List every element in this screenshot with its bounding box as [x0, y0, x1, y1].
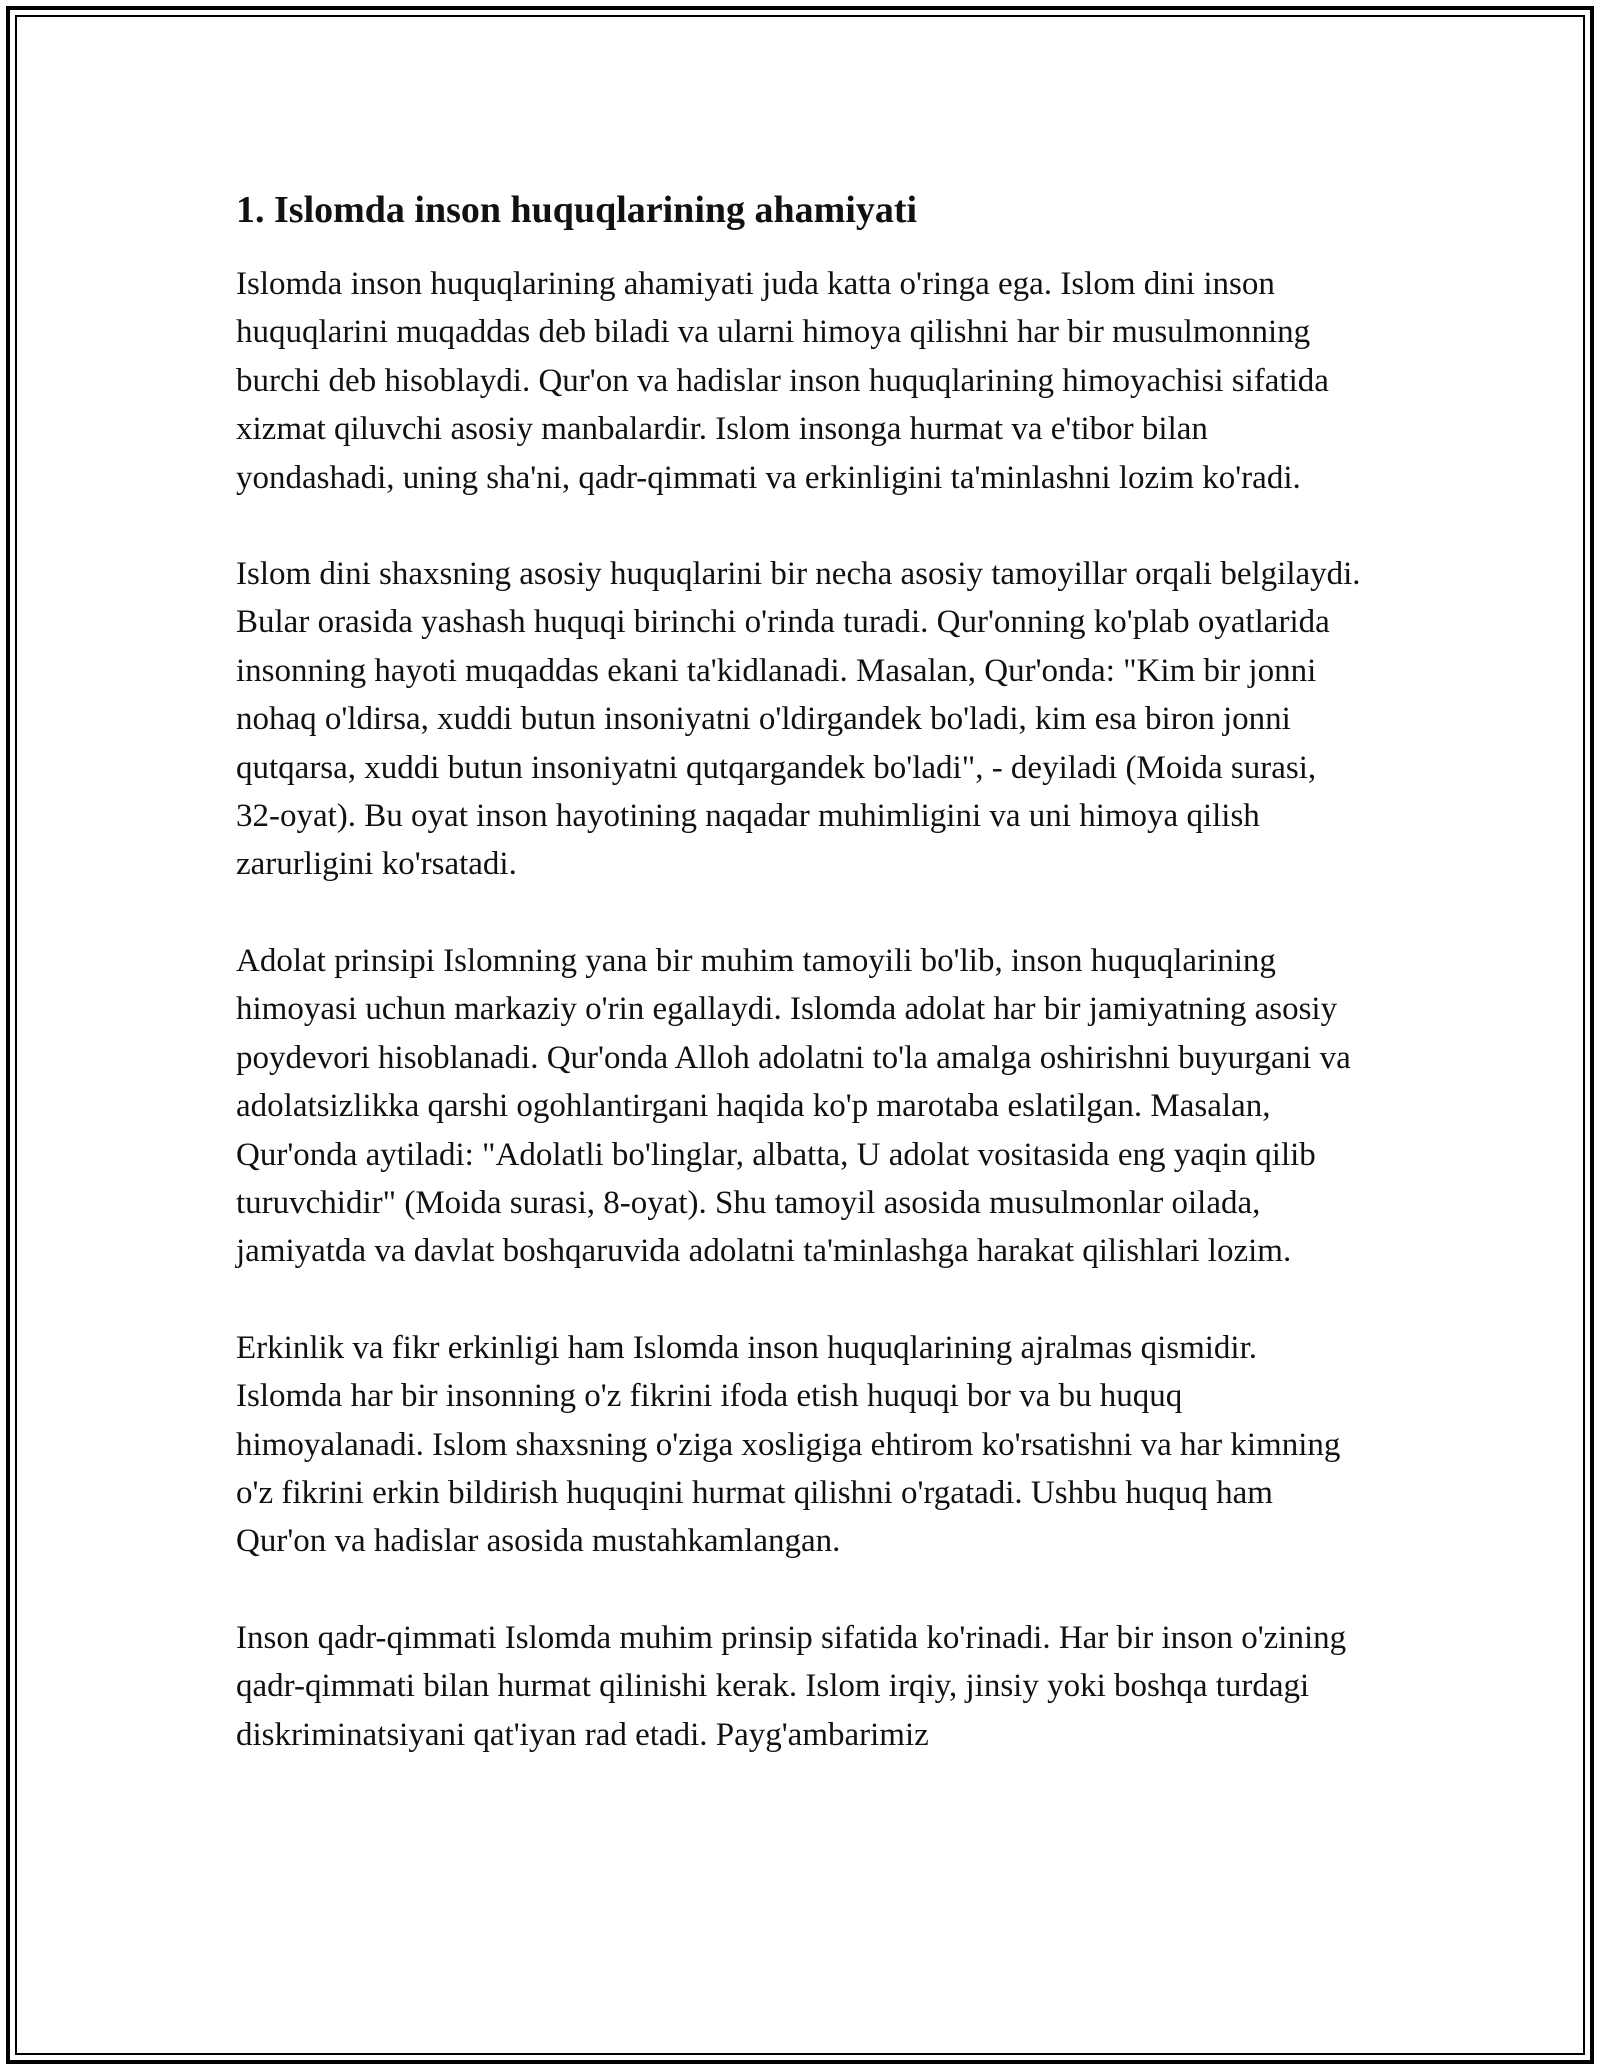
paragraph-4: Erkinlik va fikr erkinligi ham Islomda inson huquqlarining ajralmas qismidir. Islomda har bir insonning o'z fikrini ifoda etish huquqi bor va bu huquq himoyalanadi. Islom shaxsning o'ziga xosligiga ehtirom ko'rsatishni va har kimning o'z fikrini erkin bildirish huquqini hurmat qilishni o'rgatadi. Ushbu huquq ham Qur'on va hadislar asosida mustahkamlangan. — [236, 1329, 1341, 1560]
paragraph-1: Islomda inson huquqlarining ahamiyati juda katta o'ringa ega. Islom dini inson huquqlarini muqaddas deb biladi va ularni himoya qilishni har bir musulmonning burchi deb hisoblaydi. Qur'on va hadislar inson huquqlarining himoyachisi sifatida xizmat qiluvchi asosiy manbalardir. Islom insonga hurmat va e'tibor bilan yondashadi, uning sha'ni, qadr-qimmati va erkinligini ta'minlashni lozim ko'radi. — [236, 266, 1329, 496]
section-heading: 1. Islomda inson huquqlarining ahamiyati — [236, 189, 918, 231]
paragraph-5: Inson qadr-qimmati Islomda muhim prinsip sifatida ko'rinadi. Har bir inson o'zining qadr-qimmati bilan hurmat qilinishi kerak. Islom irqiy, jinsiy yoki boshqa turdagi diskriminatsiyani qat'iyan rad etadi. Payg'ambarimiz — [236, 1619, 1347, 1753]
paragraph-3: Adolat prinsipi Islomning yana bir muhim tamoyili bo'lib, inson huquqlarining himoyasi uchun markaziy o'rin egallaydi. Islomda adolat har bir jamiyatning asosiy poydevori hisoblanadi. Qur'onda Alloh adolatni to'la amalga oshirishni buyurgani va adolatsizlikka qarshi ogohlantirgani haqida ko'p marotaba eslatilgan. Masalan, Qur'onda aytiladi: "Adolatli bo'linglar, albatta, U adolat vositasida eng yaqin qilib turuvchidir" (Moida surasi, 8-oyat). Shu tamoyil asosida musulmonlar oilada, jamiyatda va davlat boshqaruvida adolatni ta'minlashga harakat qilishlari lozim. — [236, 942, 1351, 1270]
document-body — [236, 186, 1366, 1807]
paragraph-2: Islom dini shaxsning asosiy huquqlarini bir necha asosiy tamoyillar orqali belgilaydi. Bular orasida yashash huquqi birinchi o'rinda turadi. Qur'onning ko'plab oyatlarida insonning hayoti muqaddas ekani ta'kidlanadi. Masalan, Qur'onda: "Kim bir jonni nohaq o'ldirsa, xuddi butun insoniyatni o'ldirgandek bo'ladi, kim esa biron jonni qutqarsa, xuddi butun insoniyatni qutqargandek bo'ladi", - deyiladi (Moida surasi, 32-oyat). Bu oyat inson hayotining naqadar muhimligini va uni himoya qilish zarurligini ko'rsatadi. — [236, 556, 1361, 883]
